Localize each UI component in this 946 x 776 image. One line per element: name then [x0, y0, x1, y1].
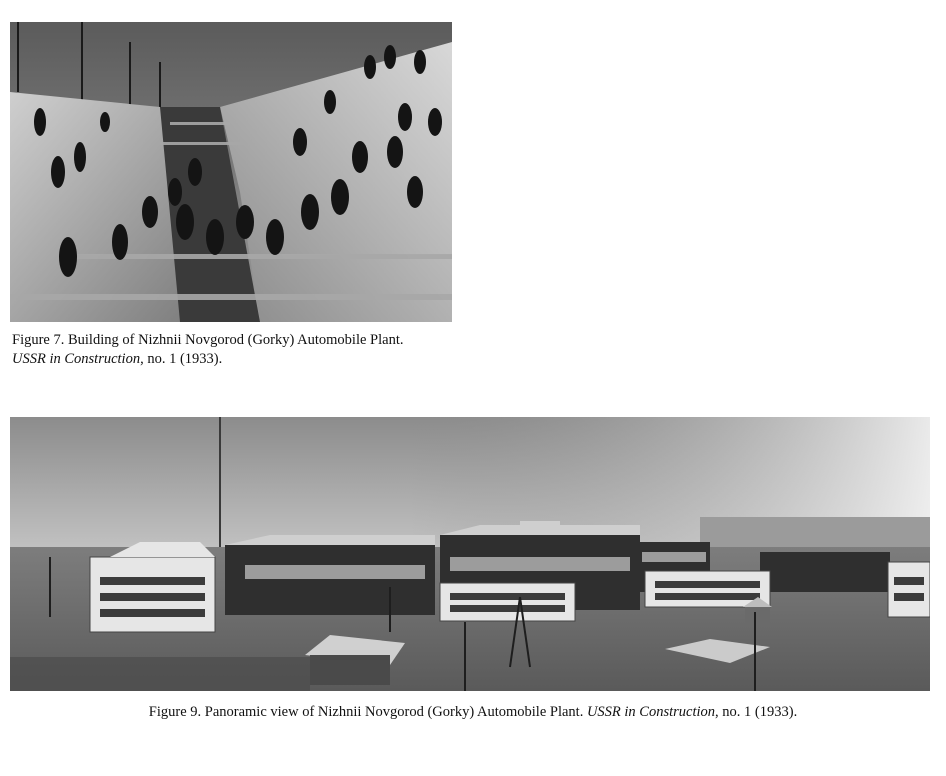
figure-7-caption-main: Figure 7. Building of Nizhnii Novgorod (Gorky) Automobile Plant. [12, 332, 404, 348]
figure-9-caption [0, 703, 946, 722]
figure-7-caption [12, 331, 403, 369]
figure-7-source-title: USSR in Construction [12, 351, 141, 367]
figure-9-caption-main: Figure 9. Panoramic view of Nizhnii Novgorod (Gorky) Automobile Plant. [148, 704, 584, 720]
plant-panorama-image [10, 417, 930, 691]
figure-7-source-rest: , no. 1 (1933). [140, 351, 223, 367]
trench-excavation-image [10, 22, 452, 322]
figure-7-photo [10, 22, 452, 322]
figure-9-photo [10, 417, 930, 691]
figure-9-source-title: USSR in Construction [586, 704, 716, 720]
figure-9-source-rest: , no. 1 (1933). [715, 704, 798, 720]
